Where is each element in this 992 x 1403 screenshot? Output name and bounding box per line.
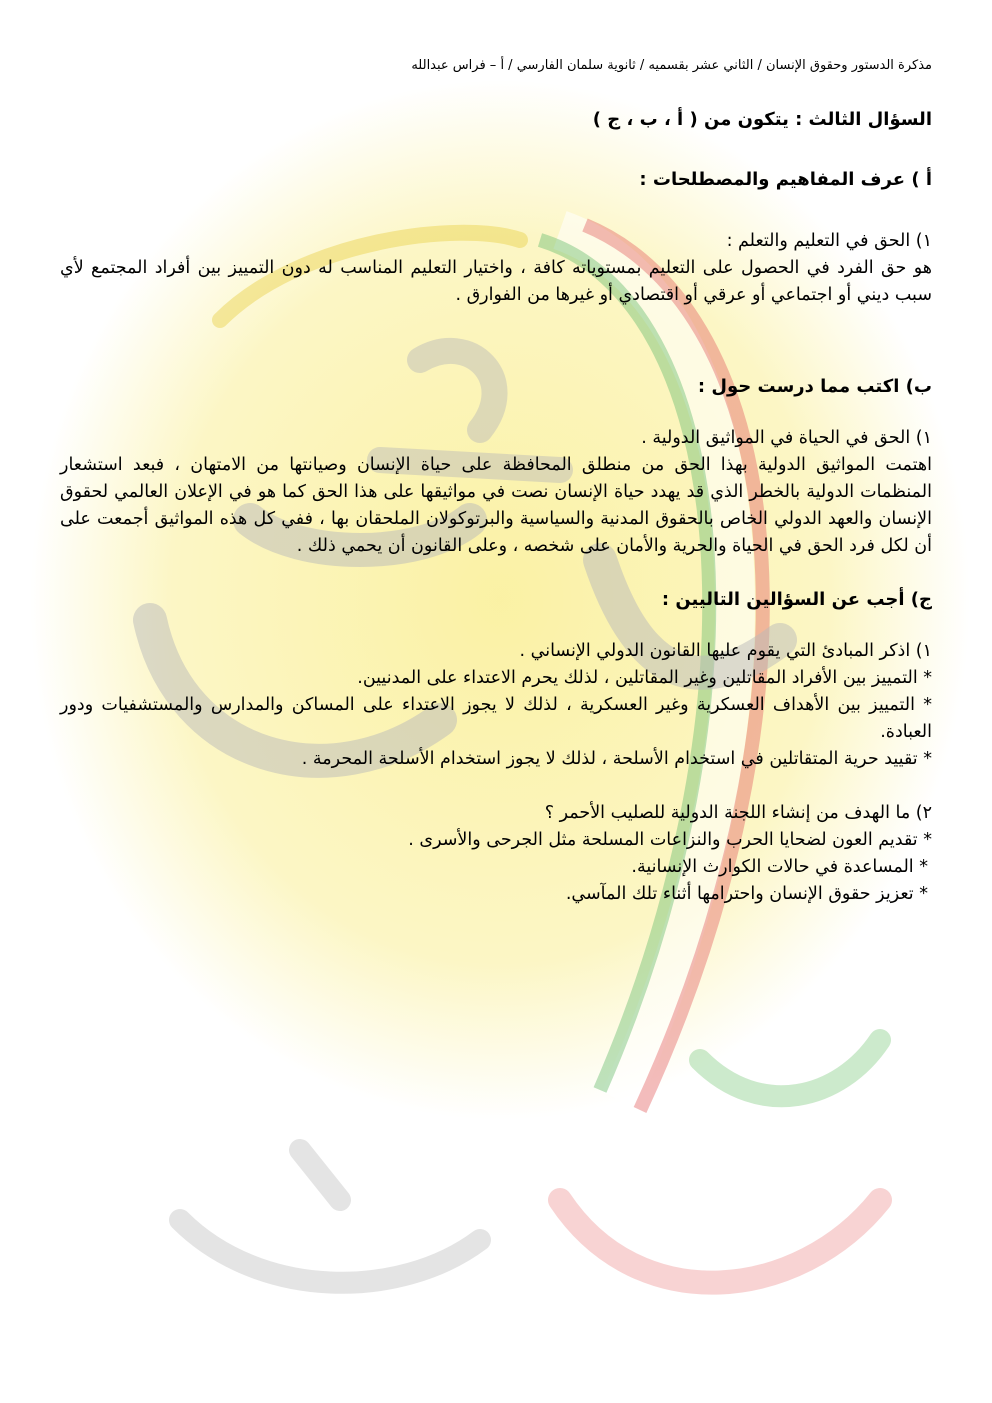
page-header: مذكرة الدستور وحقوق الإنسان / الثاني عشر بقسميه / ثانوية سلمان الفارسي / أ – فراس عبدالله xyxy=(411,58,932,73)
section-a-item-text: هو حق الفرد في الحصول على التعليم بمستوياته كافة ، واختيار التعليم المناسب له دون التمييز بين أفراد المجتمع لأي سبب ديني أو اجتماعي أو عرقي أو اقتصادي أو غيرها من الفوارق . xyxy=(60,258,932,305)
section-b-title: ب) اكتب مما درست حول : xyxy=(697,376,932,397)
question-title: السؤال الثالث : يتكون من ( أ ، ب ، ج ) xyxy=(592,109,932,130)
document-page xyxy=(60,56,932,908)
question-2-answer: * تقديم العون لضحايا الحرب والنزاعات المسلحة مثل الجرحى والأسرى . xyxy=(408,830,932,850)
section-a-title: أ ) عرف المفاهيم والمصطلحات : xyxy=(639,169,932,190)
section-a-item-title: ١) الحق في التعليم والتعلم : xyxy=(726,231,932,251)
section-c-question-2 xyxy=(60,800,932,908)
section-b-item-title: ١) الحق في الحياة في المواثيق الدولية . xyxy=(641,428,932,448)
section-a-block xyxy=(60,228,932,309)
section-b-item-text: اهتمت المواثيق الدولية بهذا الحق من منطلق المحافظة على حياة الإنسان وصيانتها من الامتهان ، فبعد استشعار المنظمات الدولية بالخطر الذي قد يهدد حياة الإنسان نصت في مواثيقها على هذا الحق كما هو في الإعلان العالمي لحقوق الإنسان والعهد الدولي الخاص بالحقوق المدنية والسياسية والبرتوكولان الملحقان بها ، ففي كل هذه المواثيق أجمعت على أن لكل فرد الحق في الحياة والحرية والأمان على شخصه ، وعلى القانون أن يحمي ذلك . xyxy=(60,455,932,556)
section-c-question-1 xyxy=(60,638,932,773)
question-1-text: ١) اذكر المبادئ التي يقوم عليها القانون الدولي الإنساني . xyxy=(519,641,932,661)
question-1-answer: * تقييد حرية المتقاتلين في استخدام الأسلحة ، لذلك لا يجوز استخدام الأسلحة المحرمة . xyxy=(301,749,932,769)
question-2-answer: * تعزيز حقوق الإنسان واحترامها أثناء تلك المآسي. xyxy=(565,884,928,904)
section-c-title: ج) أجب عن السؤالين التاليين : xyxy=(661,589,932,610)
question-1-answer: * التمييز بين الأفراد المقاتلين وغير المقاتلين ، لذلك يحرم الاعتداء على المدنيين. xyxy=(357,668,932,688)
section-b-block xyxy=(60,425,932,560)
question-1-answer: * التمييز بين الأهداف العسكرية وغير العسكرية ، لذلك لا يجوز الاعتداء على المساكن والمدارس والمستشفيات ودور العبادة. xyxy=(60,695,932,742)
question-2-text: ٢) ما الهدف من إنشاء اللجنة الدولية للصليب الأحمر ؟ xyxy=(544,803,932,823)
question-2-answer: * المساعدة في حالات الكوارث الإنسانية. xyxy=(631,857,928,877)
